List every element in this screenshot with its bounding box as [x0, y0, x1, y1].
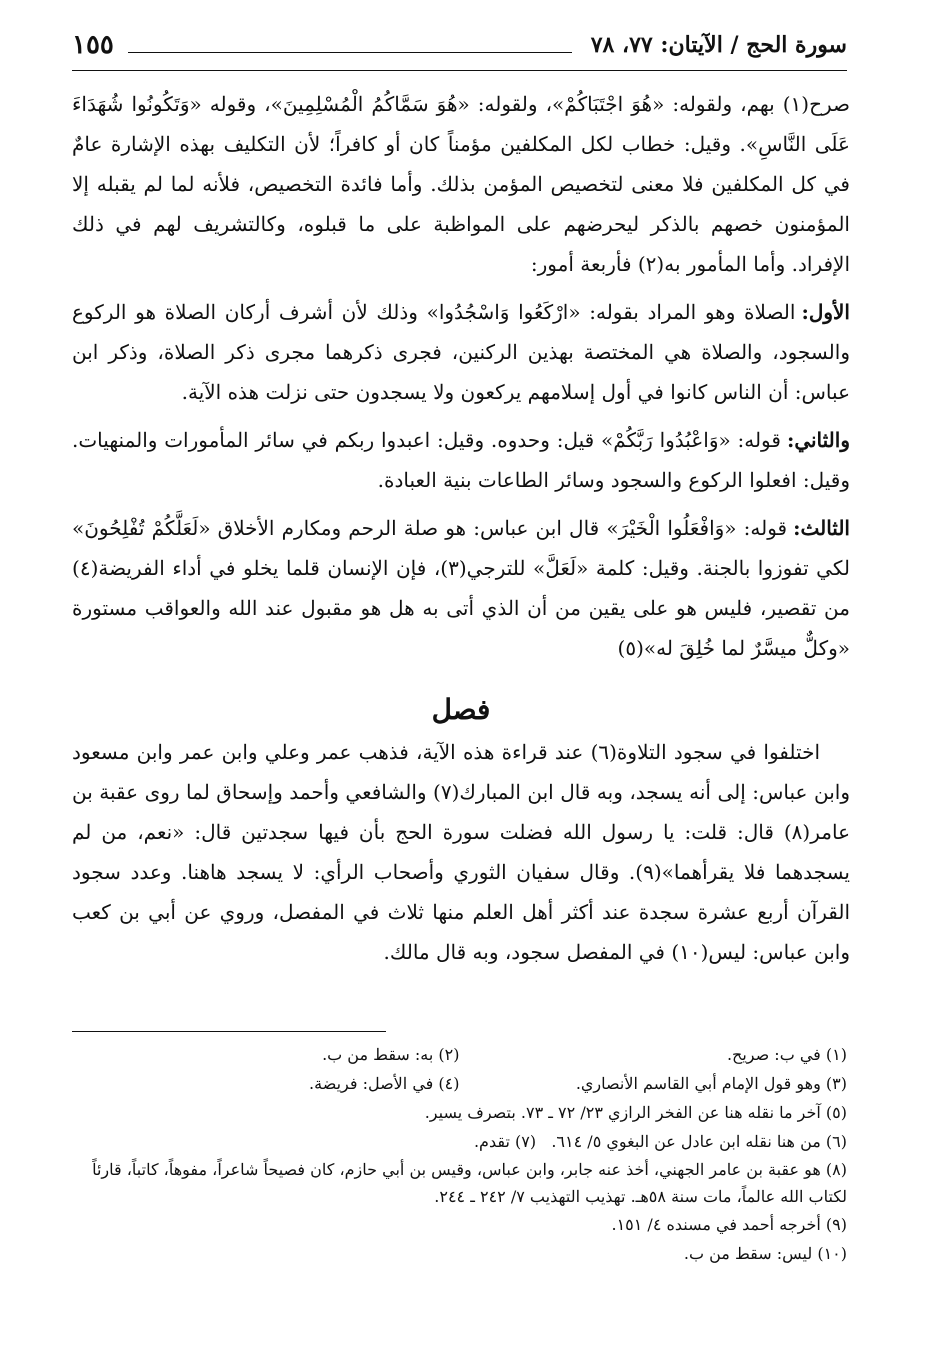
- first-item-paragraph: [72, 292, 850, 412]
- third-item-text: قوله: «وَافْعَلُوا الْخَيْرَ» قال ابن عباس: هو صلة الرحم ومكارم الأخلاق «لَعَلَّكُمْ تُفْلِحُونَ» لكي تفوزوا بالجنة. وقيل: كلمة «لَعَلَّ» للترجي(٣)، فإن الإنسان قلما يخلو في أداء الفريضة(٤) من تقصير، فليس هو على يقين من أن الذي أتى به هل هو مقبول عند الله والعواقب مستورة «وكلٌّ ميسَّرٌ لما خُلِقَ له»(٥): [72, 516, 850, 660]
- footnote-row: [72, 1069, 847, 1098]
- section-paragraph: اختلفوا في سجود التلاوة(٦) عند قراءة هذه الآية، فذهب عمر وعلي وابن عمر وابن مسعود وابن عباس: إلى أنه يسجد، وبه قال ابن المبارك(٧) والشافعي وأحمد وإسحاق لما روى عقبة بن عامر(٨) قال: قلت: يا رسول الله فضلت سورة الحج بأن فيها سجدتين قال: «نعم، من لم يسجدهما فلا يقرأهما»(٩). وقال سفيان الثوري وأصحاب الرأي: لا يسجد هاهنا. وعدد سجود القرآن أربع عشرة سجدة عند أكثر أهل العلم منها ثلاث في المفصل، وروي عن أبي بن كعب وابن عباس: ليس(١٠) في المفصل سجود، وبه قال مالك.: [72, 740, 850, 964]
- second-item-label: والثاني:: [786, 428, 850, 452]
- footnotes: [72, 1040, 847, 1268]
- footnote-5: (٥) آخر ما نقله هنا عن الفخر الرازي ٢٣/ ٧٢ ـ ٧٣. بتصرف يسير.: [424, 1103, 847, 1122]
- second-item-text: قوله: «وَاعْبُدُوا رَبَّكُمْ» قيل: وحدوه. وقيل: اعبدوا ربكم في سائر المأمورات والمنهيات. وقيل: افعلوا الركوع والسجود وسائر الطاعات بنية العبادة.: [72, 428, 850, 492]
- running-title: سورة الحج / الآيتان: ٧٧، ٧٨: [590, 32, 847, 58]
- third-item-label: الثالث:: [793, 516, 850, 540]
- section-heading: فصل: [431, 693, 491, 726]
- header-rule: [72, 70, 847, 71]
- footnote-separator: [72, 1031, 386, 1032]
- footnote-row: [72, 1040, 847, 1069]
- main-text: [72, 84, 850, 972]
- header-line: [128, 52, 572, 53]
- footnote-6-7: [72, 1127, 847, 1156]
- intro-paragraph: صرح(١) بهم، ولقوله: «هُوَ اجْتَبَاكُمْ»، ولقوله: «هُوَ سَمَّاكُمُ الْمُسْلِمِينَ»، وقوله «وَتَكُونُوا شُهَدَاءَ عَلَى النَّاسِ». وقيل: خطاب لكل المكلفين مؤمناً كان أو كافراً؛ لأن التكليف بهذه الإشارة عامٌ في كل المكلفين فلا معنى لتخصيص المؤمن بذلك. وأما فائدة التخصيص، فلأنه لما لم يقبله إلا المؤمنون خصهم بالذكر ليحرضهم على المواظبة على ما قبلوه، وكالتشريف لهم في ذلك الإفراد. وأما المأمور به(٢) فأربعة أمور:: [72, 92, 850, 276]
- running-header: [72, 30, 847, 72]
- second-item-paragraph: [72, 420, 850, 500]
- footnote-4: (٤) في الأصل: فريضة.: [309, 1074, 460, 1093]
- footnote-6: (٦) من هنا نقله ابن عادل عن البغوي ٥/ ٦١٤.: [551, 1132, 847, 1151]
- footnote-2: (٢) به: سقط من ب.: [322, 1045, 460, 1064]
- page-number: ١٥٥: [72, 30, 114, 60]
- footnote-7: (٧) تقدم.: [473, 1132, 537, 1151]
- first-item-label: الأول:: [801, 300, 850, 324]
- footnote-8: (٨) هو عقبة بن عامر الجهني، أخذ عنه جابر، وابن عباس، وقيس بن أبي حازم، كان فصيحاً شاعراً، مفوهاً، كاتباً، قارئاً لكتاب الله عالماً، مات سنة ٥٨هـ. تهذيب التهذيب ٧/ ٢٤٢ ـ ٢٤٤.: [92, 1160, 847, 1206]
- third-item-paragraph: [72, 508, 850, 668]
- footnote-10: (١٠) ليس: سقط من ب.: [683, 1244, 847, 1263]
- footnote-9: (٩) أخرجه أحمد في مسنده ٤/ ١٥١.: [611, 1215, 847, 1234]
- first-item-text: الصلاة وهو المراد بقوله: «ارْكَعُوا وَاسْجُدُوا» وذلك لأن أشرف أركان الصلاة هو الركوع والسجود، والصلاة هي المختصة بهذين الركنين، فجرى ذكرهما مجرى ذكر الصلاة، وذكر ابن عباس: أن الناس كانوا في أول إسلامهم يركعون ولا يسجدون حتى نزلت هذه الآية.: [72, 300, 850, 404]
- footnote-3: (٣) وهو قول الإمام أبي القاسم الأنصاري.: [575, 1074, 847, 1093]
- footnote-1: (١) في ب: صريح.: [726, 1045, 847, 1064]
